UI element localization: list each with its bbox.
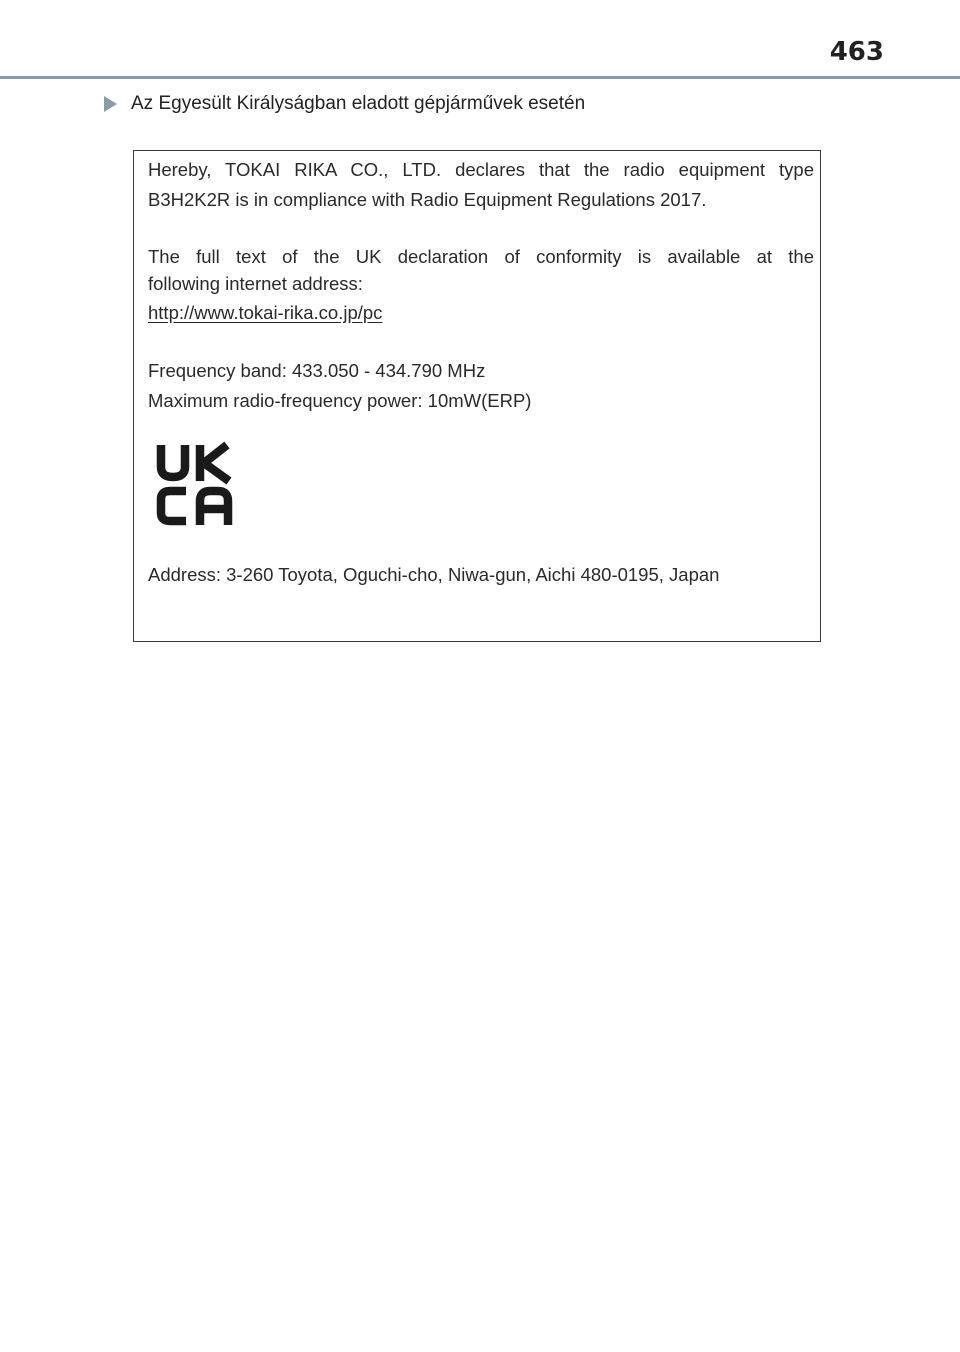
header-rule xyxy=(0,76,960,79)
triangle-bullet-icon xyxy=(104,96,117,112)
section-heading-text: Az Egyesült Királyságban eladott gépjárművek esetén xyxy=(131,93,586,114)
section-heading xyxy=(104,90,585,118)
declaration-line-4: following internet address: xyxy=(148,273,363,294)
max-power: Maximum radio-frequency power: 10mW(ERP) xyxy=(148,390,532,411)
declaration-line-3: The full text of the UK declaration of conformity is available at the xyxy=(148,246,814,267)
manufacturer-address: Address: 3-260 Toyota, Oguchi-cho, Niwa-gun, Aichi 480-0195, Japan xyxy=(148,564,720,585)
ukca-mark-icon xyxy=(156,441,236,527)
declaration-line-2: B3H2K2R is in compliance with Radio Equipment Regulations 2017. xyxy=(148,189,707,210)
page-number: 463 xyxy=(829,37,884,67)
frequency-band: Frequency band: 433.050 - 434.790 MHz xyxy=(148,360,486,381)
declaration-box xyxy=(133,150,821,642)
declaration-link[interactable]: http://www.tokai-rika.co.jp/pc xyxy=(148,302,383,323)
declaration-line-1: Hereby, TOKAI RIKA CO., LTD. declares that the radio equipment type xyxy=(148,159,814,180)
